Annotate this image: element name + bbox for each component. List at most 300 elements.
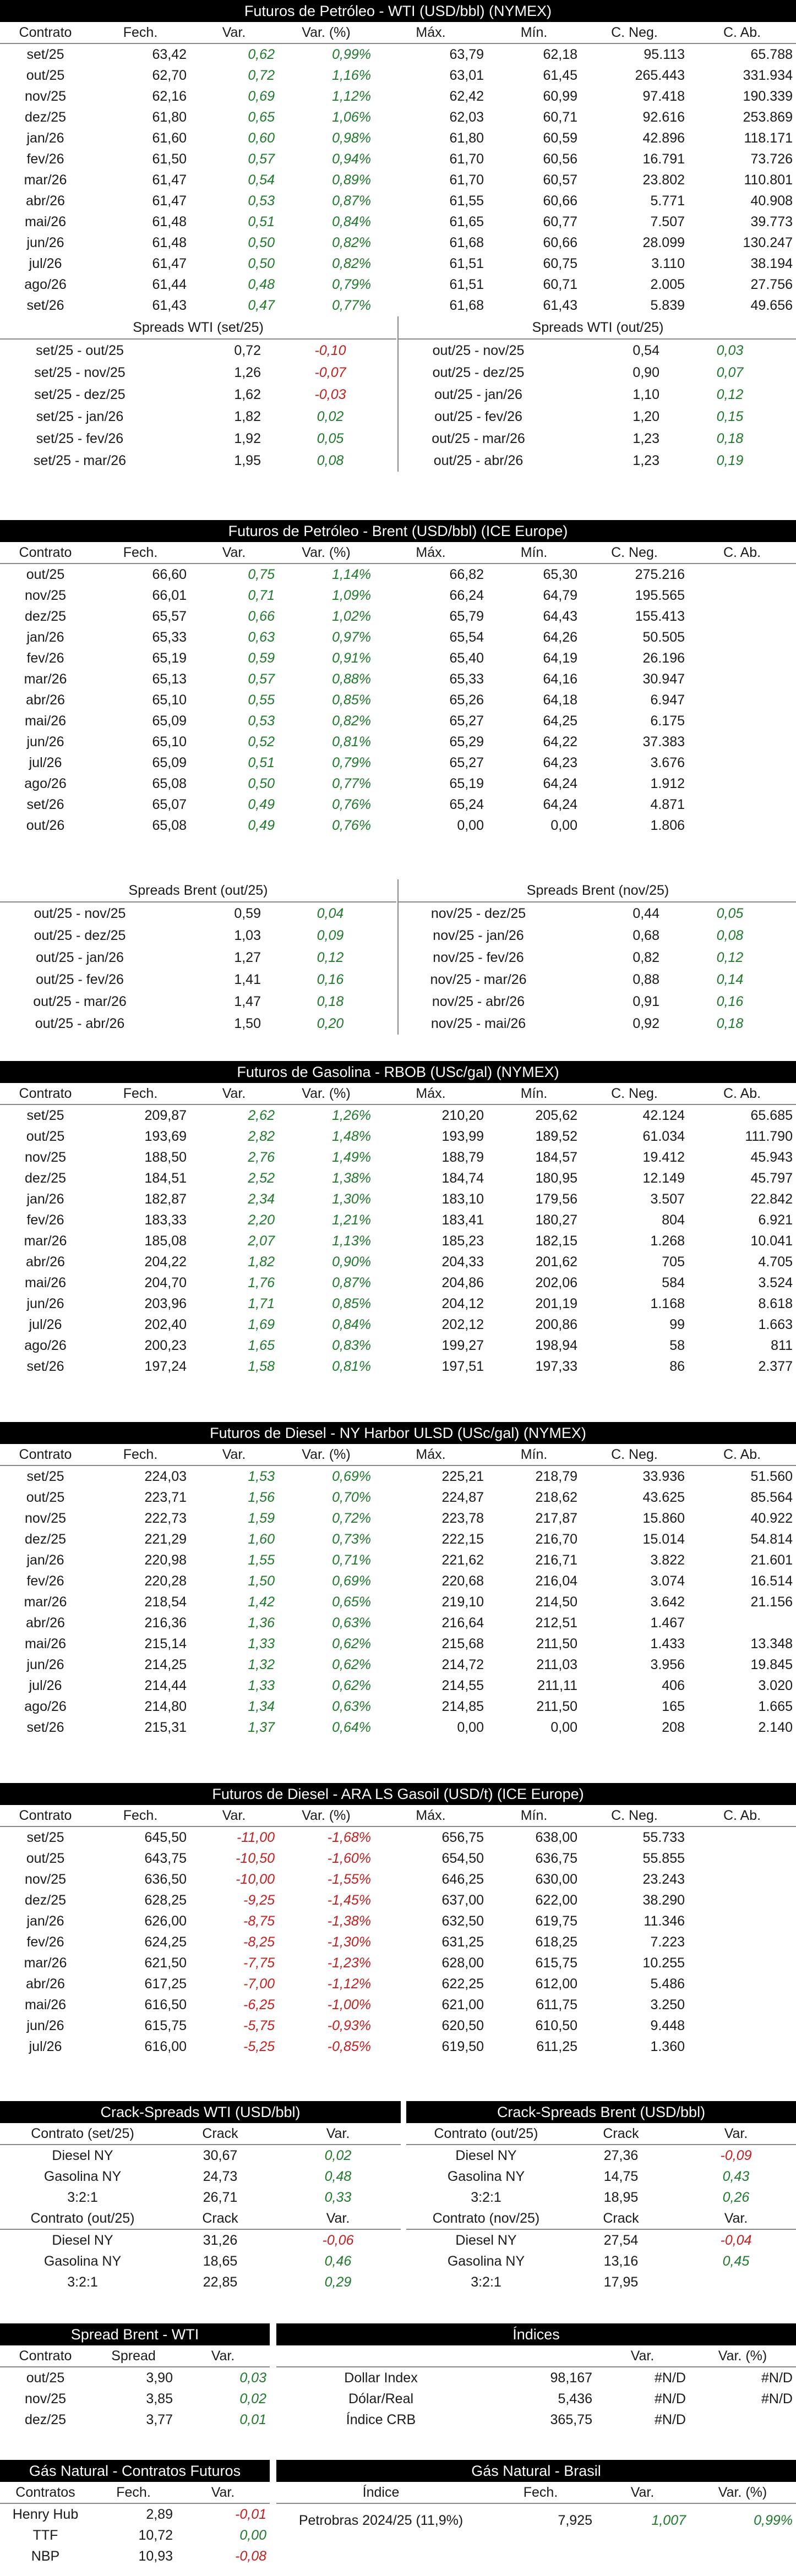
table-cell: 1,59 <box>248 1511 275 1526</box>
table-cell: 220,68 <box>441 1573 484 1589</box>
table-cell: 60,71 <box>543 277 577 292</box>
column-header: C. Neg. <box>581 22 688 43</box>
table-cell: 365,75 <box>550 2412 592 2427</box>
table-cell: -1,30% <box>327 1934 371 1950</box>
table-row <box>406 2251 796 2272</box>
table-cell <box>688 815 796 836</box>
column-header: Var. <box>596 2482 689 2503</box>
table-cell: 211,11 <box>537 1678 577 1693</box>
column-header: Fech. <box>486 2482 596 2503</box>
table-cell: 2,34 <box>248 1191 275 1207</box>
table-cell: 64,26 <box>543 630 577 645</box>
table-cell: set/25 <box>26 1469 64 1484</box>
table-row <box>0 1272 796 1293</box>
table-cell: 45.797 <box>750 1171 793 1186</box>
table-cell: 0,70% <box>332 1490 371 1505</box>
table-row <box>0 1994 796 2015</box>
table-cell: -5,25 <box>243 2039 275 2054</box>
table-cell: dez/25 <box>24 1171 67 1186</box>
table-cell: 201,19 <box>535 1296 577 1311</box>
table-cell <box>688 585 796 606</box>
column-header: Crack <box>566 2208 676 2229</box>
table-row <box>0 2145 401 2166</box>
table-cell: set/26 <box>26 1720 64 1735</box>
table-cell: 1,38% <box>332 1171 371 1186</box>
table-cell: 0,09 <box>317 928 344 943</box>
gasoil-section <box>0 1783 796 2057</box>
table-row <box>0 794 796 815</box>
table-cell: jan/26 <box>26 1191 64 1207</box>
table-cell: jul/26 <box>29 1317 62 1332</box>
table-cell: jun/26 <box>26 235 64 250</box>
table-cell: mai/26 <box>24 1997 67 2012</box>
table-row <box>0 1168 796 1189</box>
table-cell: 1,16% <box>332 68 371 83</box>
table-cell: 0,12 <box>317 950 344 965</box>
table-cell <box>688 1932 796 1952</box>
table-cell: -1,00% <box>327 1997 371 2012</box>
table-row <box>0 1487 796 1508</box>
table-cell <box>688 1973 796 1994</box>
table-cell: 617,25 <box>144 1976 187 1992</box>
table-cell: 8.618 <box>758 1296 793 1311</box>
table-cell: -1,45% <box>327 1893 371 1908</box>
table-cell: nov/25 <box>24 1150 67 1165</box>
spread-row <box>0 1013 396 1035</box>
table-row <box>0 606 796 627</box>
table-cell: 0,14 <box>716 972 744 987</box>
table-cell: 622,25 <box>441 1976 484 1992</box>
table-cell: 64,43 <box>543 609 577 624</box>
table-cell: 205,62 <box>535 1108 577 1123</box>
table-cell: 27.756 <box>750 277 793 292</box>
table-cell: 38.290 <box>642 1893 685 1908</box>
table-cell: 1,82 <box>248 1254 275 1270</box>
table-cell: 212,51 <box>535 1615 577 1631</box>
table-cell: 0,83% <box>332 1338 371 1353</box>
table-cell: 0,55 <box>248 692 275 708</box>
table-cell: 216,71 <box>535 1552 577 1568</box>
spread-row <box>399 947 796 969</box>
table-row <box>0 2503 270 2525</box>
table-cell: 1,02% <box>332 609 371 624</box>
table-cell: 62,70 <box>152 68 187 83</box>
table-cell: 0,71 <box>248 588 275 603</box>
table-cell: 0,15 <box>716 409 744 424</box>
table-cell: 38.194 <box>750 256 793 271</box>
rbob-title: Futuros de Gasolina - RBOB (USc/gal) (NYMEX) <box>0 1061 796 1083</box>
table-cell: 197,33 <box>535 1359 577 1374</box>
table-cell: abr/26 <box>26 1254 65 1270</box>
table-cell: 0,50 <box>248 235 275 250</box>
table-cell: 214,72 <box>441 1657 484 1672</box>
spread-row <box>0 991 396 1013</box>
table-cell: out/25 - dez/25 <box>432 365 525 380</box>
table-cell: 636,75 <box>535 1851 577 1866</box>
table-cell: 0,62% <box>332 1678 371 1693</box>
table-cell: 28.099 <box>642 235 685 250</box>
table-cell: 1,53 <box>248 1469 275 1484</box>
table-cell: 626,00 <box>144 1913 187 1929</box>
table-cell: set/25 <box>26 1108 64 1123</box>
table-row <box>0 2409 270 2430</box>
table-row <box>0 2367 270 2388</box>
column-header: Mín. <box>487 542 581 564</box>
table-cell: 214,85 <box>441 1699 484 1714</box>
table-cell: 0,57 <box>248 151 275 167</box>
table-cell: 0,98% <box>332 130 371 146</box>
table-cell: 0,75 <box>248 567 275 582</box>
table-cell: abr/26 <box>26 193 65 209</box>
table-cell: 23.802 <box>642 172 685 188</box>
table-row <box>0 752 796 773</box>
table-row <box>0 232 796 253</box>
table-cell: 15.860 <box>642 1511 685 1526</box>
table-cell: Diesel NY <box>455 2233 517 2248</box>
table-cell: 61,68 <box>449 235 484 250</box>
table-cell: out/25 <box>26 2370 65 2386</box>
table-cell: 30.947 <box>642 671 685 687</box>
spread-title: Spreads WTI (out/25) <box>399 316 796 339</box>
table-cell: -1,55% <box>327 1872 371 1887</box>
spread-title: Spreads Brent (nov/25) <box>399 879 796 902</box>
table-cell: 1,20 <box>633 409 659 424</box>
table-cell: 1,41 <box>234 972 261 987</box>
table-cell: fev/26 <box>26 1573 64 1589</box>
table-cell: 65,13 <box>152 671 187 687</box>
table-cell: 275.216 <box>635 567 685 582</box>
column-header: Var. (%) <box>278 542 374 564</box>
table-cell: 51.560 <box>750 1469 793 1484</box>
column-header: C. Ab. <box>688 1083 796 1104</box>
table-cell: dez/25 <box>24 1532 67 1547</box>
table-cell: 1,30% <box>332 1191 371 1207</box>
table-cell: dez/25 <box>24 609 67 624</box>
table-cell: 86 <box>669 1359 685 1374</box>
table-cell: mai/26 <box>24 1636 67 1651</box>
table-cell: 13.348 <box>750 1636 793 1651</box>
table-row <box>0 669 796 690</box>
table-row <box>0 1230 796 1251</box>
table-cell: 628,00 <box>441 1955 484 1971</box>
table-cell: 61,48 <box>152 214 187 229</box>
table-cell <box>688 1848 796 1869</box>
table-cell: #N/D <box>655 2391 686 2407</box>
table-cell: 1,56 <box>248 1490 275 1505</box>
spread-bw-table <box>0 2345 270 2430</box>
table-cell: #N/D <box>761 2370 793 2386</box>
table-cell: 0,79% <box>332 277 371 292</box>
table-cell: 60,75 <box>543 256 577 271</box>
table-cell: 5.771 <box>650 193 685 209</box>
table-cell: 65,27 <box>449 713 484 729</box>
table-cell: 0,69% <box>332 1469 371 1484</box>
table-cell: 0,20 <box>317 1016 344 1031</box>
table-cell: 26.196 <box>642 650 685 666</box>
table-cell: 0,48 <box>248 277 275 292</box>
column-header: Contrato (set/25) <box>0 2123 165 2145</box>
table-row <box>0 1571 796 1591</box>
table-row <box>0 1848 796 1869</box>
table-cell: 0,99% <box>332 47 371 62</box>
table-row <box>0 1529 796 1550</box>
table-cell: 55.733 <box>642 1830 685 1845</box>
table-cell: 195.565 <box>635 588 685 603</box>
table-cell: abr/26 <box>26 1615 65 1631</box>
table-cell: 197,51 <box>441 1359 484 1374</box>
table-cell: jul/26 <box>29 256 62 271</box>
table-cell: 1,48% <box>332 1129 371 1144</box>
table-cell: 65,09 <box>152 755 187 770</box>
table-cell: 7.223 <box>650 1934 685 1950</box>
table-row <box>0 1550 796 1571</box>
table-cell: 65,57 <box>152 609 187 624</box>
table-cell: 223,78 <box>441 1511 484 1526</box>
diesel-ny-title: Futuros de Diesel - NY Harbor ULSD (USc/gal) (NYMEX) <box>0 1422 796 1444</box>
table-cell: 3:2:1 <box>471 2274 501 2290</box>
table-cell: 636,50 <box>144 1872 187 1887</box>
table-cell: #N/D <box>761 2391 793 2407</box>
table-cell: 0,65 <box>248 110 275 125</box>
gas-brasil-table <box>276 2482 796 2537</box>
column-header: Contrato <box>0 1444 91 1465</box>
table-cell: 0,16 <box>317 972 344 987</box>
table-cell: jul/26 <box>29 2039 62 2054</box>
table-cell: 0,90 <box>633 365 659 380</box>
table-cell: 1,14% <box>332 567 371 582</box>
table-cell: 1,23 <box>633 453 659 468</box>
table-row <box>0 1826 796 1848</box>
table-cell <box>688 1869 796 1890</box>
table-cell: 54.814 <box>750 1532 793 1547</box>
table-cell: 0,81% <box>332 734 371 750</box>
table-cell: 0,99% <box>754 2513 793 2528</box>
table-cell: 198,94 <box>535 1338 577 1353</box>
table-cell: 199,27 <box>441 1338 484 1353</box>
table-cell: 621,50 <box>144 1955 187 1971</box>
table-cell: 619,50 <box>441 2039 484 2054</box>
table-cell <box>688 1911 796 1932</box>
table-cell: 214,25 <box>144 1657 187 1672</box>
table-cell: 60,71 <box>543 110 577 125</box>
table-cell: 0,85% <box>332 692 371 708</box>
table-row <box>0 1251 796 1272</box>
column-header: C. Neg. <box>581 1444 688 1465</box>
table-row <box>406 2145 796 2166</box>
table-cell: 0,72 <box>248 68 275 83</box>
table-cell: 0,62% <box>332 1636 371 1651</box>
table-cell: 0,48 <box>324 2169 352 2184</box>
table-cell: 0,50 <box>248 776 275 791</box>
table-cell: mai/26 <box>24 1275 67 1290</box>
brent-spread-right-table <box>399 879 796 1035</box>
table-row <box>0 2015 796 2036</box>
column-header: Máx. <box>374 1805 487 1826</box>
table-cell: 211,03 <box>536 1657 577 1672</box>
column-header: Var. <box>190 1083 278 1104</box>
table-cell: 3,90 <box>146 2370 173 2386</box>
table-cell <box>688 731 796 752</box>
table-cell: 155.413 <box>635 609 685 624</box>
table-cell: -10,50 <box>236 1851 275 1866</box>
table-cell: 64,18 <box>543 692 577 708</box>
table-cell: 0,18 <box>317 994 344 1009</box>
table-cell: 224,87 <box>441 1490 484 1505</box>
table-cell: 0,97% <box>332 630 371 645</box>
table-cell: 184,51 <box>144 1171 187 1186</box>
table-cell: Gasolina NY <box>447 2254 525 2269</box>
column-header: C. Ab. <box>688 1805 796 1826</box>
table-cell: 10.255 <box>642 1955 685 1971</box>
table-cell: 0,68 <box>633 928 659 943</box>
table-cell: 705 <box>662 1254 685 1270</box>
table-row <box>0 274 796 295</box>
column-header: Var. <box>596 2345 689 2367</box>
column-header: Fech. <box>91 2482 176 2503</box>
table-cell: 0,12 <box>716 387 744 402</box>
table-cell: 1,33 <box>248 1678 275 1693</box>
table-cell: 197,24 <box>144 1359 187 1374</box>
brent-table <box>0 542 796 836</box>
column-header: Contrato <box>0 1805 91 1826</box>
table-cell: 61,47 <box>152 172 187 188</box>
table-cell: -8,75 <box>243 1913 275 1929</box>
table-cell: 630,00 <box>535 1872 577 1887</box>
table-cell: 1.268 <box>650 1233 685 1249</box>
table-cell: nov/25 - fev/26 <box>433 950 524 965</box>
table-cell: 65,40 <box>449 650 484 666</box>
table-cell: 33.936 <box>642 1469 685 1484</box>
table-cell: 621,00 <box>441 1997 484 2012</box>
spread-title: Spreads Brent (out/25) <box>0 879 396 902</box>
table-cell <box>688 773 796 794</box>
table-cell: 62,03 <box>449 110 484 125</box>
table-cell: 1,47 <box>234 994 261 1009</box>
table-cell: 2,62 <box>248 1108 275 1123</box>
table-cell: 13,16 <box>603 2254 639 2269</box>
table-row <box>0 1717 796 1738</box>
table-cell: 0,00 <box>457 818 484 833</box>
table-cell: out/25 - mar/26 <box>432 431 525 446</box>
table-cell: 0,59 <box>248 650 275 666</box>
table-cell: 0,18 <box>716 1016 744 1031</box>
table-cell: 0,73% <box>332 1532 371 1547</box>
table-cell: nov/25 <box>24 1872 67 1887</box>
table-cell: 66,82 <box>449 567 484 582</box>
table-cell: -0,06 <box>322 2233 354 2248</box>
table-cell: 65,08 <box>152 776 187 791</box>
table-cell: 611,75 <box>536 1997 577 2012</box>
table-cell: 331.934 <box>743 68 793 83</box>
table-cell: 0,00 <box>457 1720 484 1735</box>
spread-row <box>0 406 396 428</box>
table-cell: 0,77% <box>332 298 371 313</box>
table-row <box>406 2229 796 2251</box>
table-cell: dez/25 <box>24 2412 67 2427</box>
table-cell: -11,00 <box>236 1830 275 1845</box>
column-header: Fech. <box>91 1444 190 1465</box>
table-cell: 64,19 <box>543 650 577 666</box>
gas-futures-title: Gás Natural - Contratos Futuros <box>0 2460 270 2482</box>
table-cell: 65,10 <box>152 692 187 708</box>
table-cell: jan/26 <box>26 1913 64 1929</box>
gas-brasil-title: Gás Natural - Brasil <box>276 2460 796 2482</box>
table-cell: 7,925 <box>558 2513 592 2528</box>
table-cell: 200,86 <box>535 1317 577 1332</box>
table-cell: 0,77% <box>332 776 371 791</box>
spread-row <box>399 925 796 947</box>
table-cell: 17,95 <box>603 2274 639 2290</box>
table-cell: 24,73 <box>203 2169 238 2184</box>
table-cell: 2,76 <box>248 1150 275 1165</box>
table-cell: 0,57 <box>248 671 275 687</box>
column-header: Var. (%) <box>278 22 374 43</box>
table-cell: 1.360 <box>650 2039 685 2054</box>
table-cell: 185,08 <box>144 1233 187 1249</box>
table-cell: out/25 - fev/26 <box>36 972 124 987</box>
table-cell: 64,24 <box>543 797 577 812</box>
table-cell: 0,76% <box>332 797 371 812</box>
spread-row <box>0 362 396 384</box>
table-cell: 183,41 <box>441 1212 484 1228</box>
table-cell: set/25 <box>26 1830 64 1845</box>
table-cell: 2,82 <box>248 1129 275 1144</box>
table-cell: 61,45 <box>543 68 577 83</box>
column-header: Fech. <box>91 542 190 564</box>
table-cell: 3:2:1 <box>67 2190 98 2205</box>
table-cell: 64,22 <box>543 734 577 750</box>
column-header: Índice <box>276 2482 486 2503</box>
table-cell: 624,25 <box>144 1934 187 1950</box>
table-cell: 2,52 <box>248 1171 275 1186</box>
table-cell: 200,23 <box>144 1338 187 1353</box>
table-cell <box>689 2409 796 2430</box>
spread-row <box>399 1013 796 1035</box>
table-cell: 1,36 <box>248 1615 275 1631</box>
table-cell: 61,60 <box>152 130 187 146</box>
table-cell: -0,85% <box>327 2039 371 2054</box>
table-cell: 610,50 <box>535 2018 577 2033</box>
table-cell: 216,36 <box>144 1615 187 1631</box>
table-row <box>0 1465 796 1487</box>
table-cell: 182,15 <box>535 1233 577 1249</box>
table-cell: 0,72% <box>332 1511 371 1526</box>
table-cell: 1,49% <box>332 1150 371 1165</box>
table-cell: 65,07 <box>152 797 187 812</box>
table-cell: mai/26 <box>24 214 67 229</box>
table-cell: nov/25 <box>24 89 67 104</box>
table-cell: 65,27 <box>449 755 484 770</box>
spread-row <box>0 947 396 969</box>
table-cell: mar/26 <box>24 671 67 687</box>
table-cell: 406 <box>662 1678 685 1693</box>
table-cell: nov/25 - abr/26 <box>432 994 525 1009</box>
table-cell: 9.448 <box>650 2018 685 2033</box>
table-cell: 10,72 <box>138 2528 173 2543</box>
table-row <box>0 1189 796 1210</box>
table-cell: 615,75 <box>535 1955 577 1971</box>
table-cell: set/25 <box>26 47 64 62</box>
table-row <box>0 627 796 648</box>
table-cell: 40.908 <box>750 193 793 209</box>
table-cell: 201,62 <box>535 1254 577 1270</box>
table-cell: 42.896 <box>642 130 685 146</box>
table-cell: 0,79% <box>332 755 371 770</box>
column-header: Fech. <box>91 1805 190 1826</box>
table-cell: 1,34 <box>248 1699 275 1714</box>
table-row <box>0 2251 401 2272</box>
table-cell: 1,03 <box>234 928 261 943</box>
